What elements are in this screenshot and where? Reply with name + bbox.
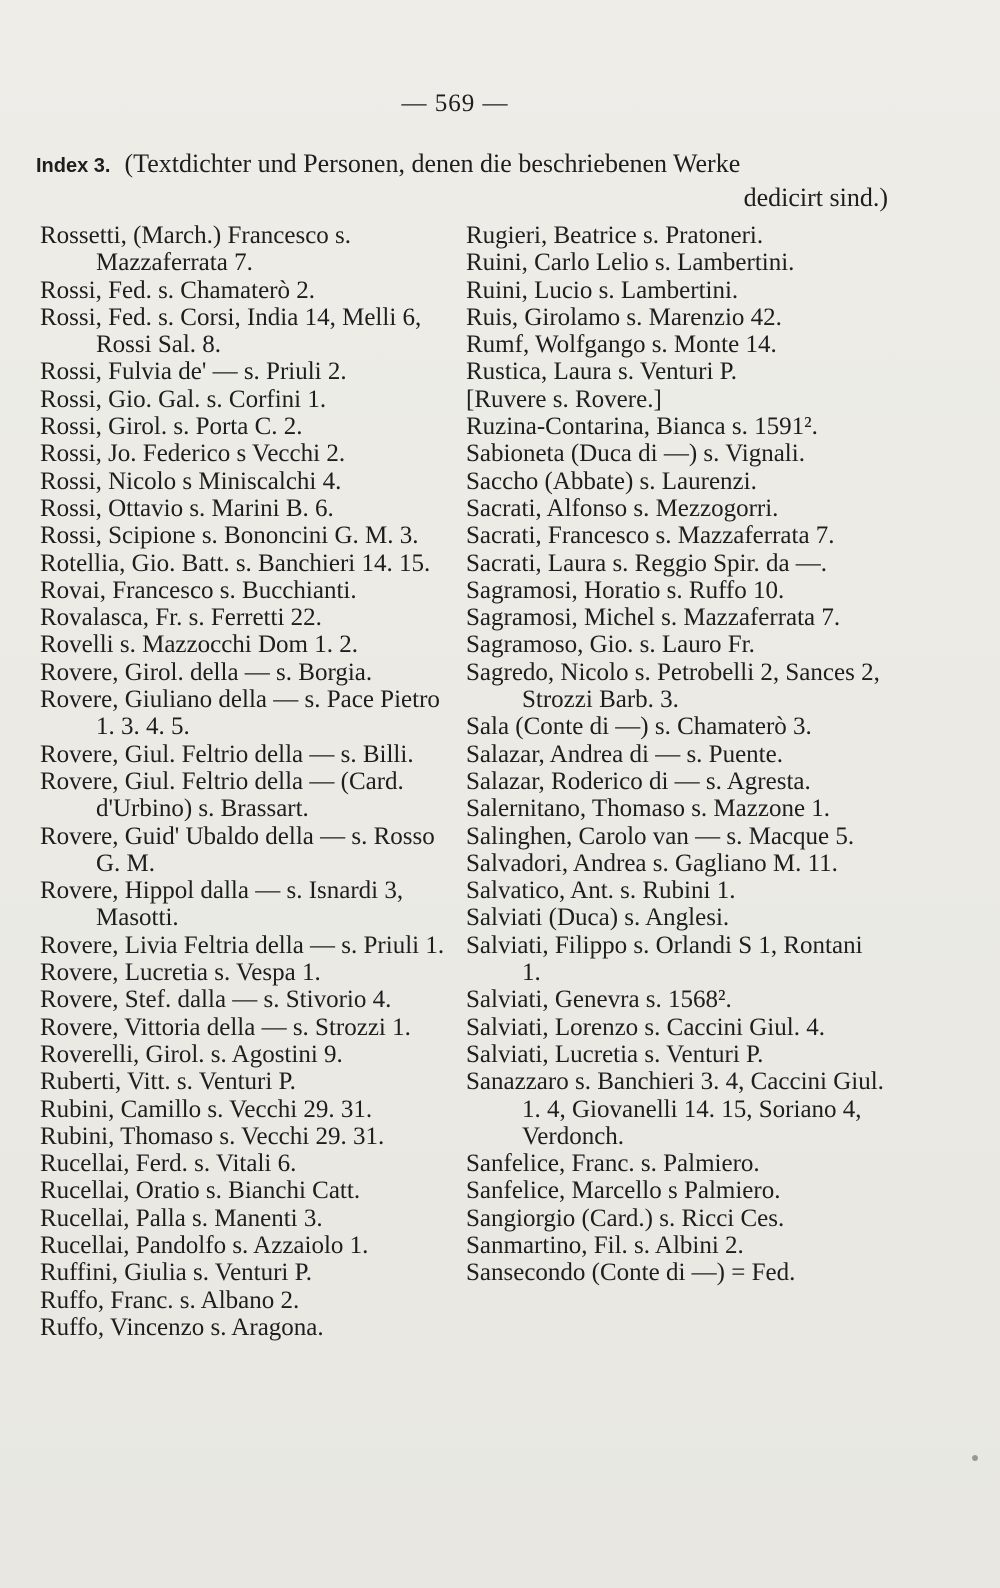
index-entry: Salviati, Lorenzo s. Caccini Giul. 4. <box>466 1013 825 1041</box>
index-entry: Salvatico, Ant. s. Rubini 1. <box>466 877 736 905</box>
index-entry: Rossi, Fulvia de' — s. Priuli 2. <box>40 358 347 386</box>
index-entry: Salvadori, Andrea s. Gagliano M. 11. <box>466 849 838 877</box>
index-entry: Rovelli s. Mazzocchi Dom 1. 2. <box>40 631 358 659</box>
index-entry: Rovere, Girol. della — s. Borgia. <box>40 658 373 686</box>
index-entry: Salinghen, Carolo van — s. Macque 5. <box>466 822 855 850</box>
index-entry: Rovere, Giuliano della — s. Pace Pietro 1. 3. 4. 5. <box>40 686 440 741</box>
index-entry: Sagramoso, Gio. s. Lauro Fr. <box>466 631 755 659</box>
index-entry: Rovere, Vittoria della — s. Strozzi 1. <box>40 1013 411 1041</box>
index-entry: Rugieri, Beatrice s. Pratoneri. <box>466 222 764 249</box>
index-entry: Salviati, Genevra s. 1568². <box>466 986 732 1014</box>
index-entry: Rotellia, Gio. Batt. s. Banchieri 14. 15. <box>40 549 431 577</box>
heading-text-continued: dedicirt sind.) <box>743 183 888 212</box>
index-entry: Ruzina-Contarina, Bianca s. 1591². <box>466 413 818 441</box>
index-entry: Ruffini, Giulia s. Venturi P. <box>40 1259 313 1287</box>
index-entry: Sala (Conte di —) s. Chamaterò 3. <box>466 713 812 741</box>
index-entry: Rossi, Fed. s. Corsi, India 14, Melli 6, Rossi Sal. 8. <box>40 303 422 359</box>
index-entry: Salviati (Duca) s. Anglesi. <box>466 904 730 932</box>
index-entry: Sangiorgio (Card.) s. Ricci Ces. <box>466 1204 785 1232</box>
index-entry: Rovai, Francesco s. Bucchianti. <box>40 576 357 604</box>
index-entry: Sagramosi, Horatio s. Ruffo 10. <box>466 576 785 604</box>
right-column <box>466 222 884 1287</box>
index-entry: Rumf, Wolfgango s. Monte 14. <box>466 331 777 359</box>
index-entry: Rovere, Lucretia s. Vespa 1. <box>40 959 321 987</box>
index-entry: Rovere, Giul. Feltrio della — (Card. d'Urbino) s. Brassart. <box>40 767 404 823</box>
index-entry: Salviati, Filippo s. Orlandi S 1, Rontani 1. <box>466 931 863 987</box>
index-entry: [Ruvere s. Rovere.] <box>466 385 662 413</box>
index-entry: Rovalasca, Fr. s. Ferretti 22. <box>40 604 322 632</box>
index-entry: Rucellai, Ferd. s. Vitali 6. <box>40 1150 297 1178</box>
index-entry: Rossetti, (March.) Francesco s. Mazzaferrata 7. <box>40 222 352 277</box>
index-entry: Sansecondo (Conte di —) = Fed. <box>466 1259 796 1287</box>
index-entry: Rubini, Thomaso s. Vecchi 29. 31. <box>40 1122 385 1150</box>
index-entry: Rossi, Gio. Gal. s. Corfini 1. <box>40 385 327 413</box>
index-entry: Ruis, Girolamo s. Marenzio 42. <box>466 303 782 331</box>
index-entry: Sanazzaro s. Banchieri 3. 4, Caccini Giul. 1. 4, Giovanelli 14. 15, Soriano 4, Verdonch. <box>466 1068 884 1150</box>
left-column <box>40 222 458 1341</box>
index-entry: Sanfelice, Marcello s Palmiero. <box>466 1177 781 1205</box>
index-entry: Rossi, Scipione s. Bononcini G. M. 3. <box>40 522 419 550</box>
index-entry: Sacrati, Laura s. Reggio Spir. da —. <box>466 549 828 577</box>
index-entry: Rustica, Laura s. Venturi P. <box>466 358 738 386</box>
index-entry: Rucellai, Palla s. Manenti 3. <box>40 1204 323 1232</box>
index-entry: Salernitano, Thomaso s. Mazzone 1. <box>466 795 831 823</box>
index-entry: Ruffo, Franc. s. Albano 2. <box>40 1286 300 1314</box>
index-entry: Sacrati, Francesco s. Mazzaferrata 7. <box>466 522 835 550</box>
index-entry: Rovere, Livia Feltria della — s. Priuli 1. <box>40 931 445 959</box>
index-entry: Sanfelice, Franc. s. Palmiero. <box>466 1150 760 1178</box>
index-heading <box>36 148 896 213</box>
index-entry: Rossi, Jo. Federico s Vecchi 2. <box>40 440 346 468</box>
index-entry: Sagramosi, Michel s. Mazzaferrata 7. <box>466 604 841 632</box>
index-entry: Sanmartino, Fil. s. Albini 2. <box>466 1231 744 1259</box>
paper-spot <box>972 1455 978 1461</box>
index-entry: Rovere, Hippol dalla — s. Isnardi 3, Masotti. <box>40 877 404 932</box>
index-entry: Rossi, Fed. s. Chamaterò 2. <box>40 276 315 304</box>
index-entry: Salazar, Andrea di — s. Puente. <box>466 740 783 768</box>
index-entry: Rossi, Nicolo s Miniscalchi 4. <box>40 467 342 495</box>
index-entry: Salazar, Roderico di — s. Agresta. <box>466 767 811 795</box>
index-entry: Rovere, Guid' Ubaldo della — s. Rosso G. M. <box>40 822 435 877</box>
index-entry: Rossi, Girol. s. Porta C. 2. <box>40 413 303 441</box>
index-entry: Sabioneta (Duca di —) s. Vignali. <box>466 440 805 468</box>
index-entry: Rucellai, Pandolfo s. Azzaiolo 1. <box>40 1231 369 1259</box>
index-entry: Ruini, Carlo Lelio s. Lambertini. <box>466 249 795 277</box>
index-label: Index 3. <box>36 155 111 177</box>
index-entry: Roverelli, Girol. s. Agostini 9. <box>40 1040 343 1068</box>
index-entry: Ruberti, Vitt. s. Venturi P. <box>40 1068 296 1096</box>
index-entry: Sagredo, Nicolo s. Petrobelli 2, Sances 2, Strozzi Barb. 3. <box>466 658 880 714</box>
index-entry: Ruini, Lucio s. Lambertini. <box>466 276 739 304</box>
index-entry: Rubini, Camillo s. Vecchi 29. 31. <box>40 1095 373 1123</box>
index-entry: Ruffo, Vincenzo s. Aragona. <box>40 1313 324 1341</box>
index-entry: Salviati, Lucretia s. Venturi P. <box>466 1040 764 1068</box>
index-entry: Rossi, Ottavio s. Marini B. 6. <box>40 494 334 522</box>
page-number: — 569 — <box>401 90 509 117</box>
index-entry: Rovere, Giul. Feltrio della — s. Billi. <box>40 740 414 768</box>
index-entry: Rovere, Stef. dalla — s. Stivorio 4. <box>40 986 392 1014</box>
index-entry: Sacrati, Alfonso s. Mezzogorri. <box>466 494 779 522</box>
heading-text: (Textdichter und Personen, denen die beschriebenen Werke <box>124 149 741 178</box>
index-entry: Saccho (Abbate) s. Laurenzi. <box>466 467 757 495</box>
index-entry: Rucellai, Oratio s. Bianchi Catt. <box>40 1177 361 1205</box>
